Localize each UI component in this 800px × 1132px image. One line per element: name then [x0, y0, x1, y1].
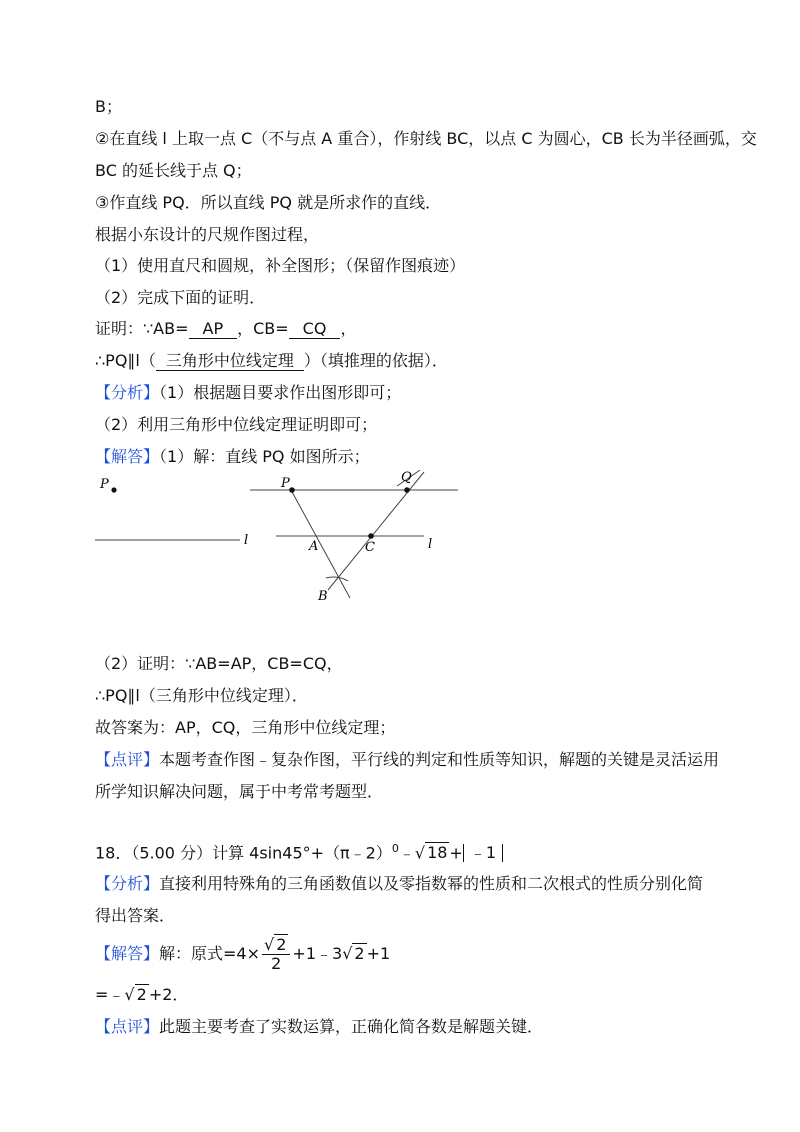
text-line: BC 的延长线于点 Q；: [95, 161, 252, 180]
q18-analysis-tag: 【分析】: [95, 874, 160, 893]
proof-suffix: ，: [340, 319, 357, 338]
fraction-denominator: 2: [271, 954, 282, 973]
q18-answer-suffix: +1: [366, 944, 391, 963]
analysis-line: [95, 382, 401, 404]
text-line: B；: [95, 97, 122, 116]
label-p-original: P: [100, 477, 109, 492]
therefore-line: [95, 350, 448, 372]
q18-answer-line2: =﹣√ 2 +2．: [95, 985, 189, 1004]
q18-line2-radicand: 2: [136, 985, 147, 1004]
q18-comment-tag: 【点评】: [95, 1017, 160, 1036]
text-line: ②在直线 l 上取一点 C（不与点 A 重合），作射线 BC，以点 C 为圆心，CB 长为半径画弧，交: [95, 129, 757, 148]
blank-cq: CQ: [289, 320, 341, 339]
q18-minus: ﹣: [398, 843, 415, 863]
question-18: 18．（5.00 分）计算 4sin45°+（π﹣2）$^0$﹣√ 18 + ﹣1: [95, 838, 503, 864]
solution-line: ∴PQ∥l（三角形中位线定理）．: [95, 686, 308, 705]
q18-analysis-line: [95, 873, 703, 895]
comment-tag: 【点评】: [95, 750, 160, 769]
numerator-radicand: 2: [276, 935, 287, 954]
q18-exponent: 0: [391, 842, 399, 855]
solution-line: （2）证明：∵AB=AP，CB=CQ，: [95, 654, 343, 673]
q18-comment-text: 此题主要考查了实数运算，正确化简各数是解题关键．: [159, 1017, 544, 1036]
q18-answer-radicand: 2: [354, 944, 365, 963]
blank-ap: AP: [189, 320, 238, 339]
text-line: 根据小东设计的尺规作图过程，: [95, 225, 320, 244]
q18-answer-mid: +1﹣3: [292, 944, 343, 963]
q18-text: 18．（5.00 分）计算 4sin45°+（π﹣2）: [95, 843, 392, 863]
q18-analysis-line: 得出答案．: [95, 906, 176, 925]
proof-mid: ，CB=: [237, 319, 289, 338]
label-p: P: [281, 476, 290, 491]
q18-answer-tag: 【解答】: [95, 944, 160, 963]
comment-line: 所学知识解决问题，属于中考常考题型．: [95, 782, 384, 801]
analysis-tag: 【分析】: [95, 383, 160, 402]
q18-answer-prefix: 解：原式=4×: [159, 944, 261, 963]
point-q: [404, 487, 410, 493]
text-line: ③作直线 PQ．所以直线 PQ 就是所求作的直线．: [95, 193, 442, 212]
label-b: B: [318, 589, 328, 600]
text-line: （1）使用直尺和圆规，补全图形；（保留作图痕迹）: [95, 256, 466, 275]
therefore-suffix: ）（填推理的依据）．: [303, 351, 448, 370]
q18-line2-prefix: =﹣: [95, 985, 125, 1004]
comment-line: [95, 749, 719, 771]
analysis-line: （2）利用三角形中位线定理证明即可；: [95, 415, 378, 434]
answer-tag: 【解答】: [95, 447, 160, 466]
label-c: C: [365, 540, 375, 555]
label-l-original: l: [244, 533, 249, 548]
answer-text: （1）解：直线 PQ 如图所示；: [159, 447, 370, 466]
fraction-numerator: √ 2: [262, 936, 290, 955]
solution-line: 故答案为：AP，CQ，三角形中位线定理；: [95, 718, 396, 737]
label-q: Q: [401, 470, 412, 485]
fraction: [262, 936, 290, 973]
proof-prefix: 证明：∵AB=: [95, 319, 189, 338]
q18-radicand: 18: [427, 843, 448, 863]
analysis-text: （1）根据题目要求作出图形即可；: [159, 383, 402, 402]
q18-analysis-text: 直接利用特殊角的三角函数值以及零指数幂的性质和二次根式的性质分别化简: [159, 874, 704, 893]
q18-line2-suffix: +2．: [148, 985, 189, 1004]
q18-plus: +: [449, 843, 463, 863]
segment-pb: [291, 490, 350, 598]
q18-abs: ﹣1: [463, 844, 503, 862]
proof-line: [95, 318, 356, 340]
blank-theorem: 三角形中位线定理: [156, 352, 304, 371]
point-p-original: [111, 487, 116, 492]
q18-answer-line: 【解答】解：原式=4× $\frac{√ 2}{2}$ +1﹣3√ 2 +1: [95, 935, 391, 973]
comment-text: 本题考查作图﹣复杂作图，平行线的判定和性质等知识，解题的关键是灵活运用: [159, 750, 720, 769]
label-a: A: [309, 539, 319, 554]
point-c: [368, 533, 374, 539]
point-p: [289, 487, 295, 493]
text-line: （2）完成下面的证明．: [95, 288, 266, 307]
q18-comment-line: [95, 1016, 543, 1038]
answer-line: [95, 446, 370, 468]
construction-figure: [0, 470, 800, 600]
therefore-prefix: ∴PQ∥l（: [95, 351, 156, 370]
label-l: l: [428, 537, 433, 552]
